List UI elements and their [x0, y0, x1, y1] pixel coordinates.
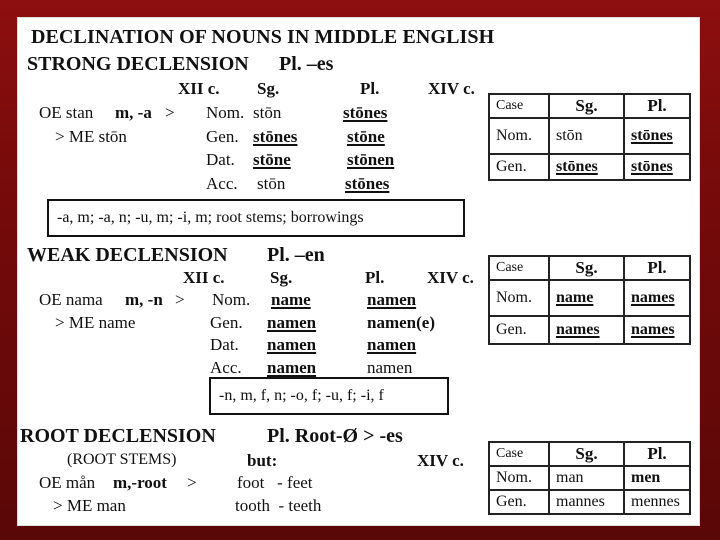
strong-sg-acc: stōn	[257, 174, 286, 193]
table-row	[489, 280, 690, 316]
weak-case-nom: Nom.	[212, 290, 251, 309]
table-row	[489, 316, 690, 344]
weak-period-old: XII c.	[183, 268, 225, 287]
table-cell: stōn	[549, 118, 624, 154]
table-cell: Nom.	[489, 466, 549, 490]
root-oe-arrow: >	[187, 473, 197, 492]
root-xiv-table	[488, 441, 691, 515]
table-cell: mennes	[624, 490, 690, 514]
table-cell: Nom.	[489, 118, 549, 154]
weak-plural-marker: Pl. –en	[267, 244, 325, 266]
weak-sg-nom: name	[271, 290, 311, 309]
table-row	[489, 154, 690, 180]
weak-me-word: > ME name	[55, 313, 136, 332]
root-oe-word: OE mån	[39, 473, 96, 492]
strong-pl-acc: stōnes	[345, 174, 390, 193]
slide-title: DECLINATION OF NOUNS IN MIDDLE ENGLISH	[31, 26, 495, 48]
strong-sg-nom: stōn	[253, 103, 282, 122]
table-header-sg: Sg.	[549, 256, 624, 280]
weak-sg-acc: namen	[267, 358, 317, 377]
table-header-pl: Pl.	[624, 94, 690, 118]
strong-pl-nom: stōnes	[343, 103, 388, 122]
table-cell: Nom.	[489, 280, 549, 316]
root-heading: ROOT DECLENSION	[20, 425, 216, 447]
table-header-case: Case	[489, 256, 549, 280]
weak-xiv-table	[488, 255, 691, 345]
strong-case-acc: Acc.	[206, 174, 238, 193]
strong-heading: STRONG DECLENSION	[27, 53, 249, 75]
strong-period-new: XIV c.	[428, 79, 475, 98]
strong-case-gen: Gen.	[206, 127, 239, 146]
weak-sg-dat: namen	[267, 335, 317, 354]
table-cell: stōnes	[624, 154, 690, 180]
table-row	[489, 118, 690, 154]
strong-pl-dat: stōnen	[347, 150, 395, 169]
table-cell: names	[624, 316, 690, 344]
table-row	[489, 490, 690, 514]
table-header-row	[489, 442, 690, 466]
weak-pl-gen: namen(e)	[367, 313, 435, 332]
strong-pl-gen: stōne	[347, 127, 385, 146]
weak-col-sg: Sg.	[270, 268, 293, 287]
strong-oe-word: OE stan	[39, 103, 94, 122]
table-header-pl: Pl.	[624, 442, 690, 466]
strong-oe-gender: m, -a	[115, 103, 152, 122]
table-header-row	[489, 256, 690, 280]
strong-col-sg: Sg.	[257, 79, 280, 98]
strong-case-nom: Nom.	[206, 103, 245, 122]
weak-pl-dat: namen	[367, 335, 417, 354]
strong-xiv-table	[488, 93, 691, 181]
weak-stems-box	[209, 377, 449, 415]
weak-oe-gender: m, -n	[125, 290, 163, 309]
weak-case-acc: Acc.	[210, 358, 242, 377]
root-example-tooth: tooth - teeth	[235, 496, 322, 515]
strong-col-pl: Pl.	[360, 79, 380, 98]
strong-plural-marker: Pl. –es	[279, 53, 334, 75]
strong-period-old: XII c.	[178, 79, 220, 98]
table-cell: men	[624, 466, 690, 490]
strong-stems-box	[47, 199, 465, 237]
table-row	[489, 466, 690, 490]
weak-case-gen: Gen.	[210, 313, 243, 332]
root-subheading: (ROOT STEMS)	[67, 451, 177, 468]
slide-sheet	[17, 17, 700, 526]
root-but-label: but:	[247, 451, 278, 470]
table-cell: stōnes	[624, 118, 690, 154]
table-cell: name	[549, 280, 624, 316]
table-cell: names	[624, 280, 690, 316]
weak-sg-gen: namen	[267, 313, 317, 332]
table-cell: Gen.	[489, 316, 549, 344]
root-me-word: > ME man	[53, 496, 126, 515]
table-header-sg: Sg.	[549, 94, 624, 118]
strong-case-dat: Dat.	[206, 150, 235, 169]
weak-oe-arrow: >	[175, 290, 185, 309]
table-header-case: Case	[489, 442, 549, 466]
table-header-sg: Sg.	[549, 442, 624, 466]
table-header-row	[489, 94, 690, 118]
strong-sg-dat: stōne	[253, 150, 291, 169]
table-cell: Gen.	[489, 154, 549, 180]
weak-col-pl: Pl.	[365, 268, 385, 287]
root-oe-gender: m,-root	[113, 473, 167, 492]
strong-sg-gen: stōnes	[253, 127, 298, 146]
weak-pl-acc: namen	[367, 358, 413, 377]
weak-heading: WEAK DECLENSION	[27, 244, 228, 266]
root-example-foot: foot - feet	[237, 473, 313, 492]
table-cell: names	[549, 316, 624, 344]
root-plural-marker: Pl. Root-Ø > -es	[267, 425, 403, 447]
table-cell: mannes	[549, 490, 624, 514]
weak-case-dat: Dat.	[210, 335, 239, 354]
weak-oe-word: OE nama	[39, 290, 103, 309]
table-cell: man	[549, 466, 624, 490]
table-cell: stōnes	[549, 154, 624, 180]
strong-stems-text: -a, m; -a, n; -u, m; -i, m; root stems; borrowings	[57, 209, 364, 226]
weak-period-new: XIV c.	[427, 268, 474, 287]
table-header-pl: Pl.	[624, 256, 690, 280]
table-header-case: Case	[489, 94, 549, 118]
strong-oe-arrow: >	[165, 103, 175, 122]
strong-me-word: > ME stōn	[55, 127, 127, 146]
root-period-new: XIV c.	[417, 451, 464, 470]
weak-stems-text: -n, m, f, n; -o, f; -u, f; -i, f	[219, 387, 384, 404]
weak-pl-nom: namen	[367, 290, 417, 309]
table-cell: Gen.	[489, 490, 549, 514]
